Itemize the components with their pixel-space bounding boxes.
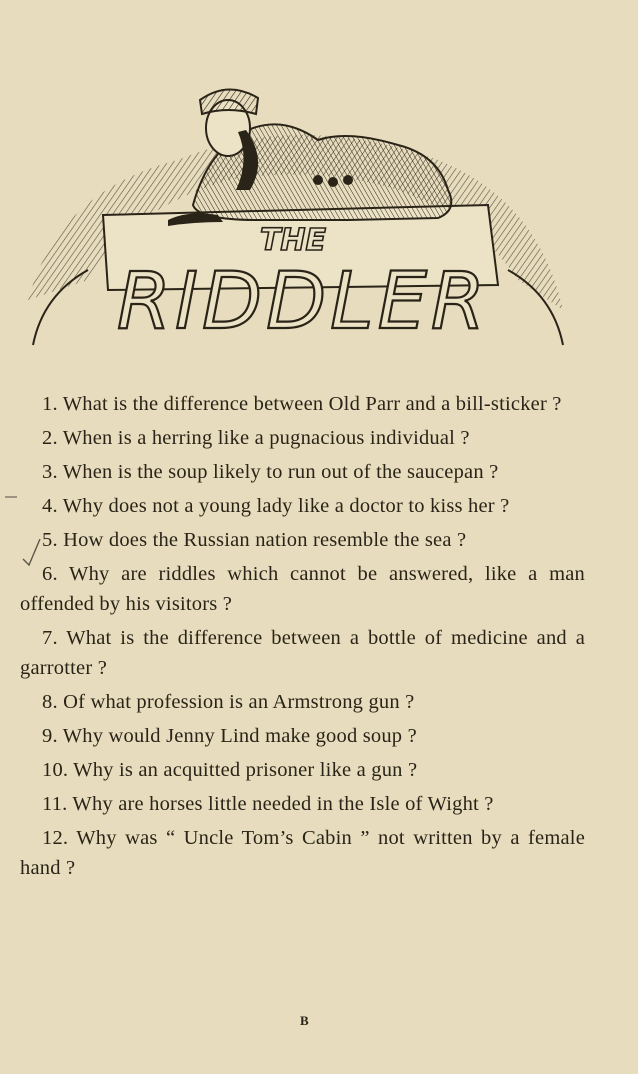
title-small: THE [259,223,327,258]
riddle-11: 11. Why are horses little needed in the Isle of Wight ? [42,793,494,815]
riddle-10: 10. Why is an acquitted prisoner like a gun ? [42,759,418,781]
riddle-4: 4. Why does not a young lady like a doctor to kiss her ? [42,495,510,517]
title-large: RIDDLER [116,257,490,347]
riddle-5: 5. How does the Russian nation resemble the sea ? [42,529,467,551]
riddle-8: 8. Of what profession is an Armstrong gun ? [42,691,415,713]
riddle-12: 12. Why was “ Uncle Tom’s Cabin ” not written by a female hand ? [20,827,585,879]
riddle-6: 6. Why are riddles which cannot be answered, like a man offended by his visitors ? [20,563,585,615]
riddle-9: 9. Why would Jenny Lind make good soup ? [42,725,417,747]
riddle-2: 2. When is a herring like a pugnacious individual ? [42,427,470,449]
signature-mark: B [300,1013,310,1028]
pencil-mark [5,495,17,499]
riddle-7: 7. What is the difference between a bottle of medicine and a garrotter ? [20,627,585,679]
riddle-3: 3. When is the soup likely to run out of the saucepan ? [42,461,499,483]
riddler-sphinx-illustration [18,70,578,360]
riddle-list [20,389,585,887]
riddle-1: 1. What is the difference between Old Parr and a bill-sticker ? [42,393,562,415]
